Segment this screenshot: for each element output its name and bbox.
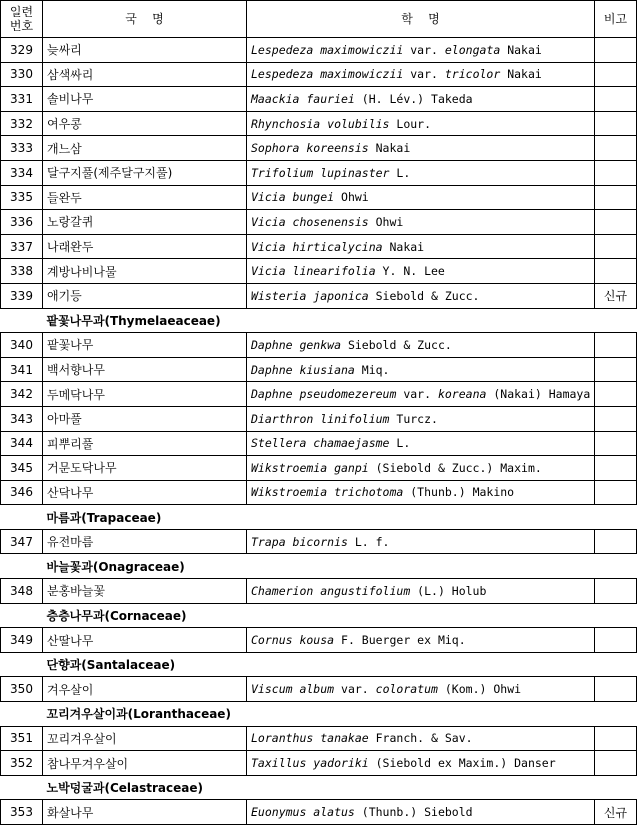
korean-name-cell: 화살나무 <box>43 800 247 825</box>
note-cell <box>595 185 637 210</box>
scientific-name-cell <box>247 38 595 63</box>
scientific-name-author: (Siebold & Zucc.) Maxim. <box>368 460 542 475</box>
serial-number-cell: 353 <box>1 800 43 825</box>
scientific-name-italic: Trapa bicornis <box>251 534 348 549</box>
korean-name-cell: 아마풀 <box>43 406 247 431</box>
scientific-name-italic: Daphne kiusiana <box>251 362 355 377</box>
family-name: 마름과(Trapaceae) <box>46 510 162 525</box>
table-row <box>1 185 637 210</box>
korean-name-cell: 백서향나무 <box>43 357 247 382</box>
header-row <box>1 1 637 38</box>
scientific-name-author: Turcz. <box>389 411 438 426</box>
note-cell <box>595 480 637 505</box>
header-serial-line1: 일련 <box>9 5 34 19</box>
header-serial-number <box>1 1 43 38</box>
family-header-row <box>1 702 637 727</box>
note-cell <box>595 431 637 456</box>
korean-name-cell: 달구지풀(제주달구지풀) <box>43 160 247 185</box>
korean-name-cell: 산닥나무 <box>43 480 247 505</box>
note-cell <box>595 111 637 136</box>
korean-name-cell: 두메닥나무 <box>43 382 247 407</box>
serial-number-cell: 330 <box>1 62 43 87</box>
scientific-name-cell <box>247 87 595 112</box>
serial-number-cell: 340 <box>1 333 43 358</box>
note-cell: 신규 <box>595 800 637 825</box>
scientific-name-author: (H. Lév.) Takeda <box>354 91 473 106</box>
serial-number-cell: 345 <box>1 456 43 481</box>
family-spacer <box>1 652 43 677</box>
serial-number-cell: 338 <box>1 259 43 284</box>
scientific-name-cell <box>247 185 595 210</box>
scientific-name-author: Siebold & Zucc. <box>368 288 480 303</box>
scientific-name-author: L. <box>389 165 411 180</box>
family-spacer <box>1 603 43 628</box>
korean-name-cell: 산딸나무 <box>43 628 247 653</box>
family-spacer <box>1 775 43 800</box>
note-cell <box>595 38 637 63</box>
scientific-name-italic: Vicia hirticalycina <box>251 239 383 254</box>
table-row <box>1 529 637 554</box>
scientific-name-cell <box>247 136 595 161</box>
korean-name-cell: 계방나비나물 <box>43 259 247 284</box>
table-row <box>1 357 637 382</box>
scientific-name-italic: Diarthron linifolium <box>251 411 390 426</box>
note-cell <box>595 333 637 358</box>
scientific-name-italic: Loranthus tanakae <box>251 731 369 746</box>
table-row <box>1 333 637 358</box>
korean-name-cell: 참나무겨우살이 <box>43 751 247 776</box>
note-cell <box>595 579 637 604</box>
serial-number-cell: 352 <box>1 751 43 776</box>
table-row <box>1 160 637 185</box>
table-row <box>1 456 637 481</box>
scientific-name-author: var. <box>396 387 438 402</box>
serial-number-cell: 336 <box>1 210 43 235</box>
korean-name-cell: 노랑갈퀴 <box>43 210 247 235</box>
family-header-row <box>1 775 637 800</box>
scientific-name-author: (Siebold ex Maxim.) Danser <box>368 756 556 771</box>
korean-name-cell: 유전마름 <box>43 529 247 554</box>
table-row <box>1 234 637 259</box>
scientific-name-cell <box>247 234 595 259</box>
note-cell <box>595 456 637 481</box>
serial-number-cell: 335 <box>1 185 43 210</box>
note-cell <box>595 62 637 87</box>
table-row <box>1 751 637 776</box>
scientific-name-author: Nakai <box>500 67 542 82</box>
scientific-name-cell <box>247 357 595 382</box>
family-header-row <box>1 505 637 530</box>
scientific-name-author: L. <box>389 436 411 451</box>
table-row <box>1 87 637 112</box>
serial-number-cell: 348 <box>1 579 43 604</box>
korean-name-cell: 팥꽃나무 <box>43 333 247 358</box>
scientific-name-cell <box>247 406 595 431</box>
scientific-name-italic: koreana <box>437 387 487 402</box>
scientific-name-author: var. <box>403 42 445 57</box>
family-spacer <box>1 505 43 530</box>
scientific-name-italic: Vicia linearifolia <box>251 264 376 279</box>
table-row <box>1 38 637 63</box>
note-cell <box>595 136 637 161</box>
scientific-name-italic: Sophora koreensis <box>251 141 369 156</box>
scientific-name-cell <box>247 800 595 825</box>
scientific-name-author: F. Buerger ex Miq. <box>334 633 466 648</box>
note-cell <box>595 529 637 554</box>
scientific-name-author: Nakai <box>368 141 411 156</box>
scientific-name-italic: Stellera chamaejasme <box>251 436 390 451</box>
scientific-name-cell <box>247 160 595 185</box>
scientific-name-cell <box>247 726 595 751</box>
note-cell <box>595 210 637 235</box>
header-korean-name: 국 명 <box>43 1 247 38</box>
serial-number-cell: 333 <box>1 136 43 161</box>
serial-number-cell: 337 <box>1 234 43 259</box>
serial-number-cell: 329 <box>1 38 43 63</box>
note-cell <box>595 234 637 259</box>
serial-number-cell: 344 <box>1 431 43 456</box>
scientific-name-author: var. <box>334 682 376 697</box>
table-row <box>1 800 637 825</box>
note-cell <box>595 357 637 382</box>
korean-name-cell: 거문도닥나무 <box>43 456 247 481</box>
family-header-row <box>1 554 637 579</box>
serial-number-cell: 331 <box>1 87 43 112</box>
korean-name-cell: 애기등 <box>43 283 247 308</box>
family-name: 바늘꽃과(Onagraceae) <box>46 559 185 574</box>
table-row <box>1 406 637 431</box>
scientific-name-italic: elongata <box>444 42 501 57</box>
scientific-name-cell <box>247 628 595 653</box>
note-cell <box>595 259 637 284</box>
scientific-name-italic: coloratum <box>375 682 438 697</box>
serial-number-cell: 339 <box>1 283 43 308</box>
scientific-name-author: (Kom.) Ohwi <box>437 682 522 697</box>
scientific-name-author: (Nakai) Hamaya <box>486 387 591 402</box>
note-cell <box>595 382 637 407</box>
scientific-name-cell <box>247 62 595 87</box>
scientific-name-italic: Viscum album <box>251 682 335 697</box>
scientific-name-author: (Thunb.) Makino <box>403 485 515 500</box>
scientific-name-italic: Wikstroemia trichotoma <box>251 485 404 500</box>
family-name: 꼬리겨우살이과(Loranthaceae) <box>46 707 231 722</box>
note-cell <box>595 677 637 702</box>
scientific-name-italic: Wisteria japonica <box>251 288 369 303</box>
note-cell <box>595 87 637 112</box>
scientific-name-italic: Lespedeza maximowiczii <box>251 42 404 57</box>
scientific-name-author: Nakai <box>500 42 542 57</box>
table-row <box>1 480 637 505</box>
scientific-name-author: Miq. <box>354 362 390 377</box>
serial-number-cell: 347 <box>1 529 43 554</box>
scientific-name-author: Lour. <box>389 116 432 131</box>
table-row <box>1 677 637 702</box>
table-row <box>1 136 637 161</box>
note-cell <box>595 628 637 653</box>
scientific-name-cell <box>247 333 595 358</box>
scientific-name-author: Y. N. Lee <box>375 264 445 279</box>
serial-number-cell: 350 <box>1 677 43 702</box>
scientific-name-cell <box>247 382 595 407</box>
scientific-name-cell <box>247 579 595 604</box>
korean-name-cell: 피뿌리풀 <box>43 431 247 456</box>
scientific-name-author: Franch. & Sav. <box>368 731 473 746</box>
table-row <box>1 726 637 751</box>
header-scientific-name: 학 명 <box>247 1 595 38</box>
family-header-row <box>1 652 637 677</box>
serial-number-cell: 343 <box>1 406 43 431</box>
serial-number-cell: 346 <box>1 480 43 505</box>
header-serial-line2: 번호 <box>9 19 34 33</box>
family-header-row <box>1 308 637 333</box>
scientific-name-italic: Daphne pseudomezereum <box>251 387 397 402</box>
table-row <box>1 283 637 308</box>
scientific-name-italic: Trifolium lupinaster <box>251 165 390 180</box>
scientific-name-cell <box>247 480 595 505</box>
serial-number-cell: 349 <box>1 628 43 653</box>
scientific-name-italic: Chamerion angustifolium <box>251 583 411 598</box>
family-name: 노박덩굴과(Celastraceae) <box>46 781 203 796</box>
scientific-name-italic: Euonymus alatus <box>251 805 355 820</box>
header-note: 비고 <box>595 1 637 38</box>
korean-name-cell: 솔비나무 <box>43 87 247 112</box>
table-row <box>1 431 637 456</box>
korean-name-cell: 들완두 <box>43 185 247 210</box>
scientific-name-cell <box>247 529 595 554</box>
scientific-name-author: Nakai <box>382 239 425 254</box>
scientific-name-author: (L.) Holub <box>410 583 487 598</box>
table-row <box>1 62 637 87</box>
serial-number-cell: 351 <box>1 726 43 751</box>
scientific-name-italic: Taxillus yadoriki <box>251 756 369 771</box>
serial-number-cell: 332 <box>1 111 43 136</box>
table-body <box>1 38 637 825</box>
korean-name-cell: 늦싸리 <box>43 38 247 63</box>
table-row <box>1 111 637 136</box>
serial-number-cell: 334 <box>1 160 43 185</box>
korean-name-cell: 개느삼 <box>43 136 247 161</box>
family-header-row <box>1 603 637 628</box>
scientific-name-cell <box>247 283 595 308</box>
korean-name-cell: 여우콩 <box>43 111 247 136</box>
serial-number-cell: 341 <box>1 357 43 382</box>
note-cell <box>595 726 637 751</box>
note-cell: 신규 <box>595 283 637 308</box>
family-spacer <box>1 702 43 727</box>
note-cell <box>595 751 637 776</box>
scientific-name-cell <box>247 751 595 776</box>
note-cell <box>595 160 637 185</box>
scientific-name-italic: Wikstroemia ganpi <box>251 460 369 475</box>
serial-number-cell: 342 <box>1 382 43 407</box>
scientific-name-italic: Daphne genkwa <box>251 337 342 352</box>
scientific-name-italic: Vicia chosenensis <box>251 214 369 229</box>
korean-name-cell: 겨우살이 <box>43 677 247 702</box>
scientific-name-italic: Vicia bungei <box>251 190 335 205</box>
scientific-name-italic: Maackia fauriei <box>251 91 355 106</box>
korean-name-cell: 나래완두 <box>43 234 247 259</box>
scientific-name-cell <box>247 456 595 481</box>
scientific-name-italic: Cornus kousa <box>251 633 335 648</box>
family-spacer <box>1 308 43 333</box>
scientific-name-author: L. f. <box>347 534 390 549</box>
scientific-name-cell <box>247 259 595 284</box>
table-row <box>1 579 637 604</box>
scientific-name-italic: tricolor <box>444 67 501 82</box>
family-name: 단향과(Santalaceae) <box>46 658 176 673</box>
scientific-name-cell <box>247 111 595 136</box>
scientific-name-author: (Thunb.) Siebold <box>354 805 473 820</box>
table-row <box>1 210 637 235</box>
family-name: 팥꽃나무과(Thymelaeaceae) <box>46 313 221 328</box>
korean-name-cell: 분홍바늘꽃 <box>43 579 247 604</box>
scientific-name-italic: Lespedeza maximowiczii <box>251 67 404 82</box>
note-cell <box>595 406 637 431</box>
scientific-name-cell <box>247 210 595 235</box>
scientific-name-cell <box>247 431 595 456</box>
scientific-name-author: Ohwi <box>334 190 369 205</box>
scientific-name-author: var. <box>403 67 445 82</box>
table-row <box>1 628 637 653</box>
korean-name-cell: 꼬리겨우살이 <box>43 726 247 751</box>
scientific-name-author: Ohwi <box>368 214 404 229</box>
table-row <box>1 382 637 407</box>
family-spacer <box>1 554 43 579</box>
korean-name-cell: 삼색싸리 <box>43 62 247 87</box>
scientific-name-cell <box>247 677 595 702</box>
scientific-name-italic: Rhynchosia volubilis <box>251 116 390 131</box>
scientific-name-author: Siebold & Zucc. <box>341 337 452 352</box>
table-row <box>1 259 637 284</box>
family-name: 층층나무과(Cornaceae) <box>46 608 187 623</box>
